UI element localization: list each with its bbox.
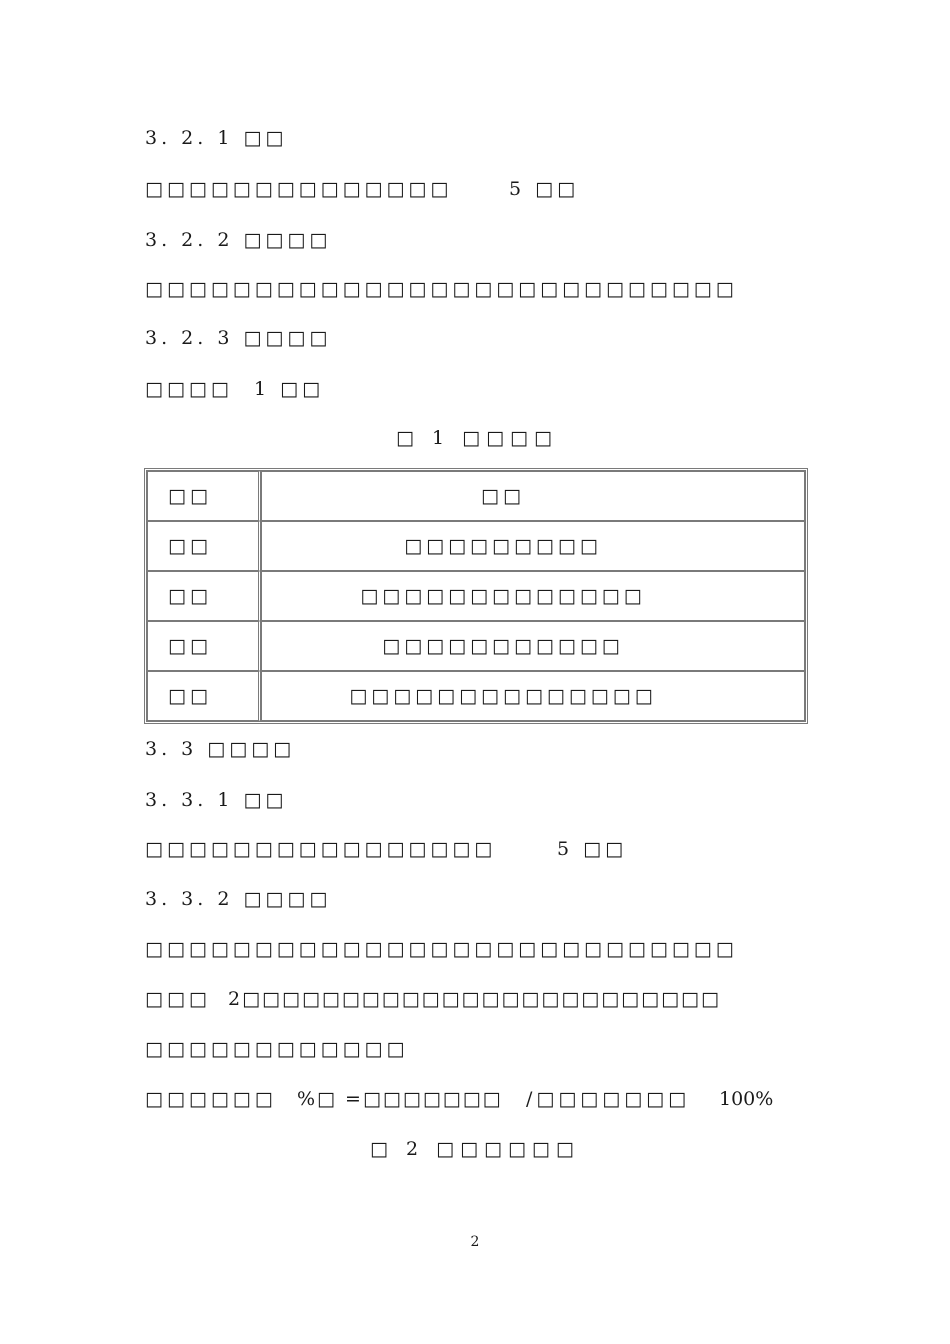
section-3-2-2-body: □□□□□□□□□□□□□□□□□□□□□□□□□□□ — [145, 278, 738, 300]
section-3-3-1-body: □□□□□□□□□□□□□□□□ — [145, 838, 497, 860]
table-row — [147, 671, 805, 721]
table-row — [147, 571, 805, 621]
table-cell: □□□□□□□□□□□ — [261, 621, 805, 671]
table-cell: □□ — [147, 621, 261, 671]
table-2-caption: □ 2 □□□□□□ — [370, 1138, 580, 1160]
formula-part-3: /□□□□□□□ — [526, 1088, 691, 1110]
section-3-3-1-body-tail: 5 □□ — [557, 838, 628, 860]
section-heading-3-3: 3. 3 □□□□ — [145, 738, 296, 760]
table-cell: □□□□□□□□□□□□□ — [261, 571, 805, 621]
formula-label: □□□□□□ — [145, 1088, 277, 1110]
table-1 — [144, 468, 808, 724]
table-cell: □□□□□□□□□ — [261, 521, 805, 571]
table-cell: □□ — [147, 671, 261, 721]
table-header-row — [147, 471, 805, 521]
section-heading-3-2-1: 3. 2. 1 □□ — [145, 127, 288, 149]
section-3-3-2-line-2-rest: 2□□□□□□□□□□□□□□□□□□□□□□□□ — [228, 988, 721, 1010]
section-3-3-2-body: □□□□□□□□□□□□□□□□□□□□□□□□□□□ — [145, 938, 738, 960]
section-heading-3-3-2: 3. 3. 2 □□□□ — [145, 888, 332, 910]
table-header-cell: □□ — [261, 471, 805, 521]
section-heading-3-2-3: 3. 2. 3 □□□□ — [145, 327, 332, 349]
table-row — [147, 621, 805, 671]
section-heading-3-2-2: 3. 2. 2 □□□□ — [145, 229, 332, 251]
formula-part-2: %□ =□□□□□□□ — [297, 1088, 503, 1110]
table-header-cell: □□ — [147, 471, 261, 521]
table-1-caption: □ 1 □□□□ — [396, 427, 558, 449]
table-cell: □□ — [147, 521, 261, 571]
page-number: 2 — [470, 1234, 480, 1250]
table-row — [147, 521, 805, 571]
section-3-3-2-line-2-start: □□□ — [145, 988, 211, 1010]
section-3-2-3-body: □□□□ — [145, 378, 233, 400]
section-3-2-1-body-tail: 5 □□ — [509, 178, 580, 200]
formula-percent: 100% — [719, 1088, 774, 1110]
section-heading-3-3-1: 3. 3. 1 □□ — [145, 789, 288, 811]
section-3-2-3-body-tail: 1 □□ — [254, 378, 325, 400]
table-cell: □□□□□□□□□□□□□□ — [261, 671, 805, 721]
table-cell: □□ — [147, 571, 261, 621]
section-3-3-2-line-3: □□□□□□□□□□□□ — [145, 1038, 409, 1060]
section-3-2-1-body: □□□□□□□□□□□□□□ — [145, 178, 453, 200]
